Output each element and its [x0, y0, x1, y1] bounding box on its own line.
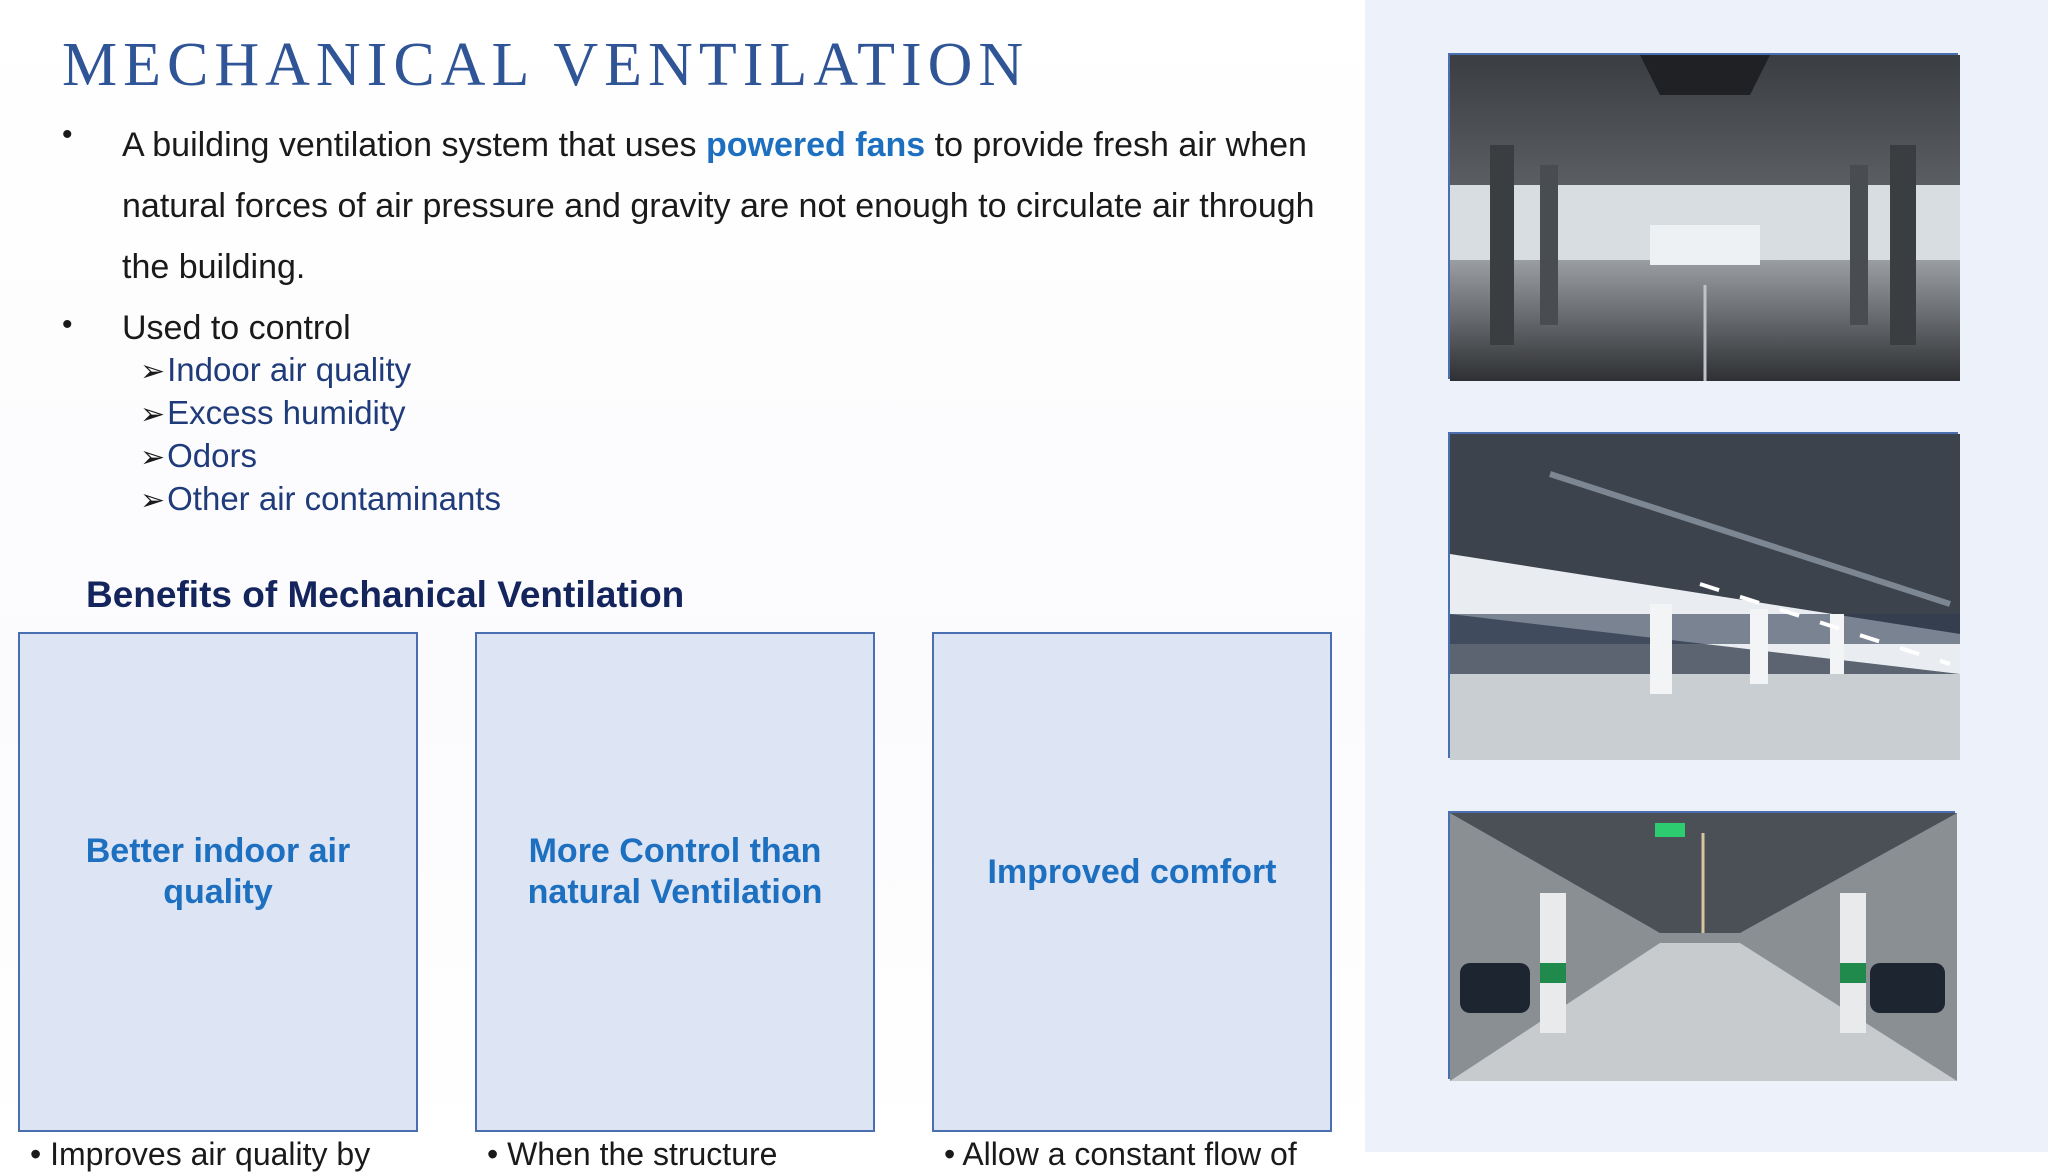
definition-text-start: A building ventilation system that uses [122, 126, 706, 164]
arrow-bullet-icon: ➢ [140, 398, 166, 431]
benefit-card-description: • When the structure [487, 1136, 778, 1172]
list-item-text: Excess humidity [167, 394, 406, 431]
list-item-text: Odors [167, 437, 258, 474]
list-item [140, 349, 501, 392]
definition-text-end: to provide fresh air when natural forces of air pressure and gravity are not enough to circulate air through the building. [122, 126, 1315, 286]
benefit-card-control[interactable] [475, 632, 875, 1132]
benefit-card-title: Improved comfort [987, 852, 1277, 891]
bullet-dot: • [62, 118, 73, 151]
benefit-card-description: • Improves air quality by [30, 1136, 371, 1172]
list-item-text: Indoor air quality [167, 351, 412, 388]
benefit-card-title: Better indoor air quality [85, 832, 351, 911]
slide-title: MECHANICAL VENTILATION [62, 31, 1030, 99]
benefit-card-description: • Allow a constant flow of [944, 1136, 1297, 1172]
list-item [140, 392, 501, 435]
used-to-control-label: Used to control [122, 309, 351, 347]
benefit-card-air-quality[interactable] [18, 632, 418, 1132]
list-item [140, 478, 501, 521]
list-item [140, 435, 501, 478]
bullet-dot: • [62, 308, 73, 341]
arrow-bullet-icon: ➢ [140, 484, 166, 517]
bullet-definition [122, 115, 1342, 298]
parking-garage-photo-2 [1448, 432, 1958, 758]
parking-garage-photo-1 [1448, 53, 1958, 379]
arrow-bullet-icon: ➢ [140, 441, 166, 474]
arrow-bullet-icon: ➢ [140, 355, 166, 388]
benefits-heading: Benefits of Mechanical Ventilation [86, 574, 685, 615]
benefit-card-title: More Control than natural Ventilation [527, 832, 823, 911]
benefit-card-comfort[interactable] [932, 632, 1332, 1132]
list-item-text: Other air contaminants [167, 480, 501, 517]
control-list [140, 349, 501, 521]
powered-fans-highlight: powered fans [706, 126, 926, 164]
parking-garage-photo-3 [1448, 811, 1955, 1079]
